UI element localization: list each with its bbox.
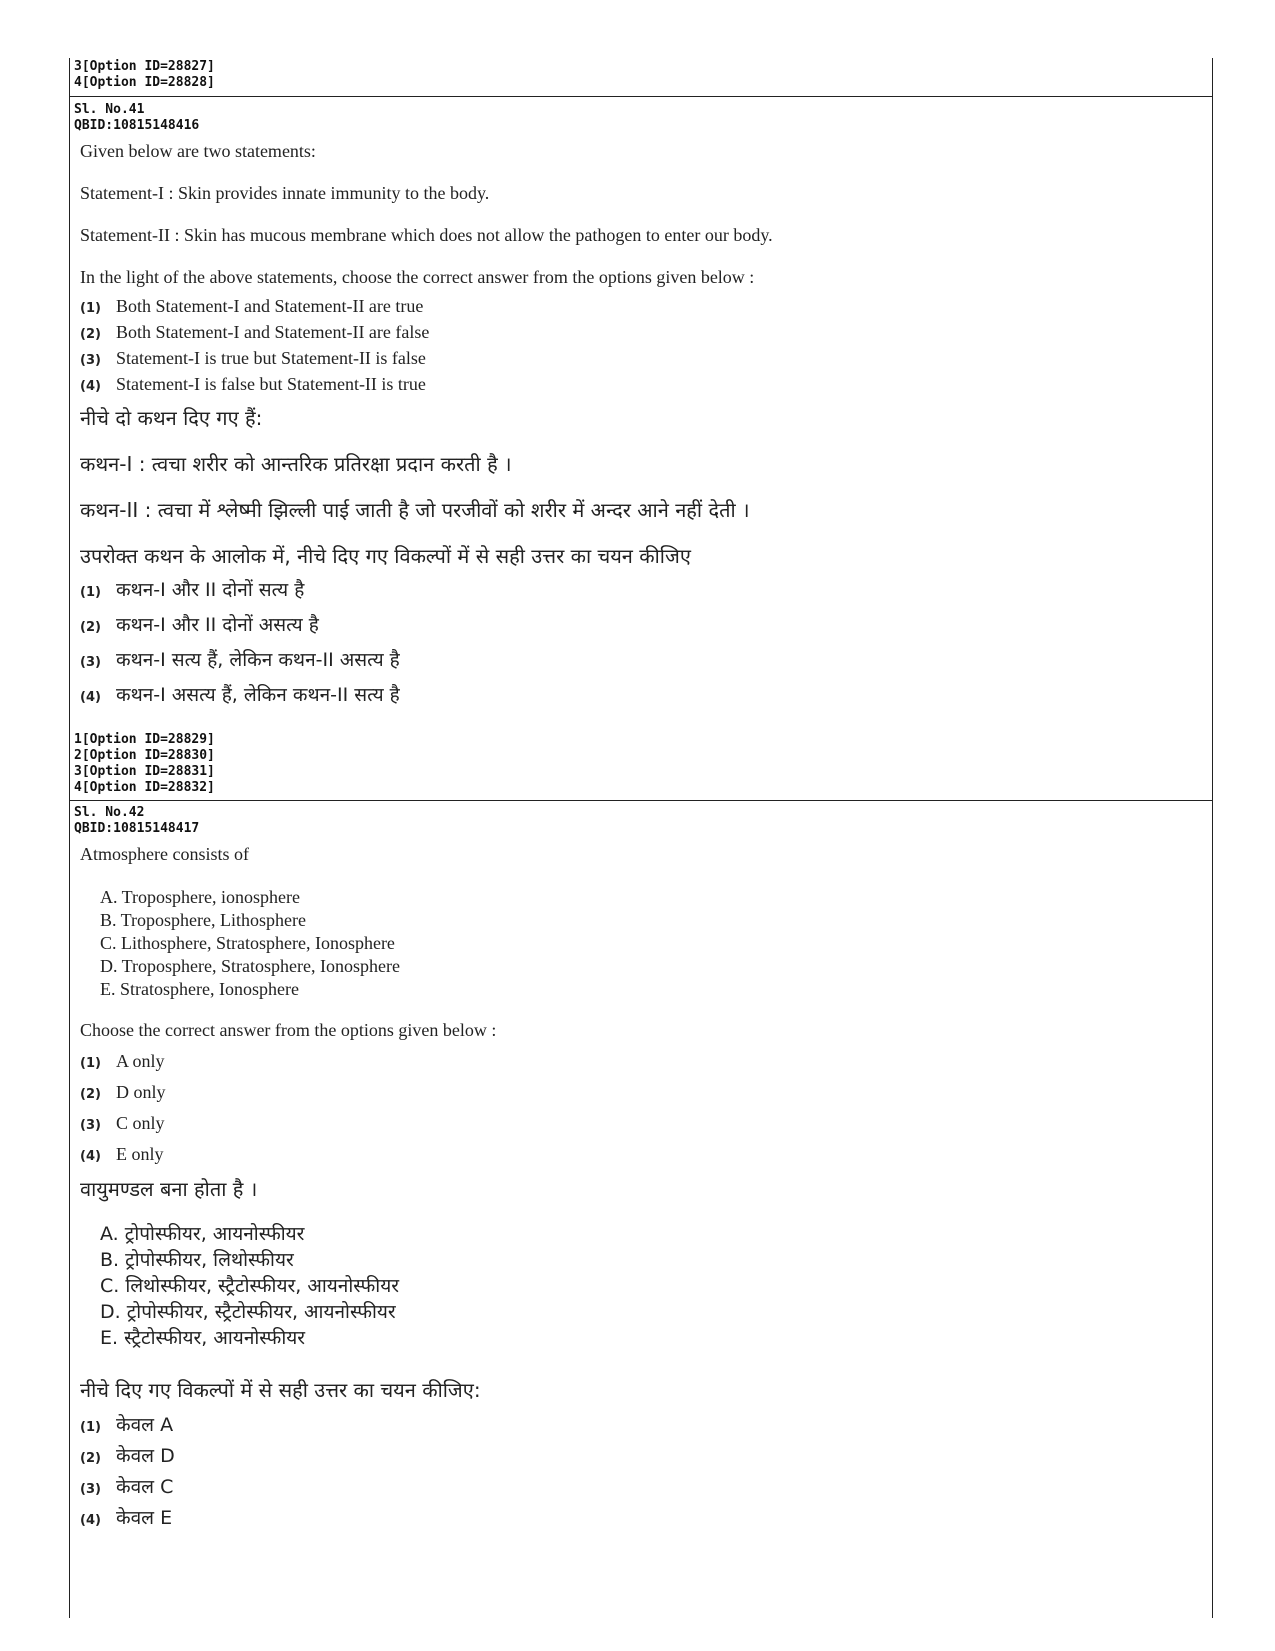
serial-number: Sl. No.41 [74, 102, 145, 117]
option-id: 1[Option ID=28829] [74, 732, 215, 747]
q42-options-hi [80, 1413, 175, 1537]
option-row [80, 295, 429, 321]
option-number: (4) [80, 690, 101, 705]
option-number: (2) [80, 1451, 101, 1466]
option-text: C only [116, 1113, 165, 1133]
option-text: केवल C [116, 1476, 174, 1498]
option-row [80, 578, 400, 613]
q41-choose-hi: उपरोक्त कथन के आलोक में, नीचे दिए गए विकल्पों में से सही उत्तर का चयन कीजिए [80, 544, 691, 568]
option-number: (3) [80, 1482, 101, 1497]
q41-statement2-hi: कथन-II : त्वचा में श्लेष्मी झिल्ली पाई जाती है जो परजीवों को शरीर में अन्दर आने नहीं देती । [80, 498, 750, 522]
option-row [80, 1143, 166, 1174]
option-row [80, 683, 400, 718]
option-text: E only [116, 1144, 164, 1164]
divider [69, 96, 1212, 97]
option-number: (4) [80, 1513, 101, 1528]
qbid: QBID:10815148417 [74, 821, 200, 836]
q42-header [74, 805, 199, 837]
list-item: C. Lithosphere, Stratosphere, Ionosphere [100, 933, 395, 953]
option-text: D only [116, 1082, 166, 1102]
q41-option-ids [74, 732, 215, 796]
option-text: Statement-I is false but Statement-II is true [116, 374, 426, 394]
q41-options-en [80, 295, 429, 399]
option-text: केवल E [116, 1507, 173, 1529]
list-item: C. लिथोस्फीयर, स्ट्रैटोस्फीयर, आयनोस्फीयर [100, 1275, 399, 1297]
option-text: Statement-I is true but Statement-II is false [116, 348, 426, 368]
q41-statement1-en: Statement-I : Skin provides innate immunity to the body. [80, 183, 490, 203]
q42-choose-hi: नीचे दिए गए विकल्पों में से सही उत्तर का चयन कीजिए: [80, 1378, 481, 1402]
list-item: B. Troposphere, Lithosphere [100, 910, 306, 930]
option-text: Both Statement-I and Statement-II are true [116, 296, 424, 316]
option-text: कथन-I और II दोनों सत्य है [116, 579, 305, 601]
q42-list-hi [100, 1221, 399, 1351]
option-number: (3) [80, 655, 101, 670]
option-number: (4) [80, 379, 101, 394]
list-item: D. Troposphere, Stratosphere, Ionosphere [100, 956, 400, 976]
q41-intro-en: Given below are two statements: [80, 141, 316, 161]
option-number: (1) [80, 301, 101, 316]
option-id: 3[Option ID=28831] [74, 764, 215, 779]
option-row [80, 373, 429, 399]
list-item: E. Stratosphere, Ionosphere [100, 979, 299, 999]
option-number: (3) [80, 1118, 101, 1133]
option-row [80, 321, 429, 347]
list-item: B. ट्रोपोस्फीयर, लिथोस्फीयर [100, 1249, 294, 1271]
option-number: (2) [80, 1087, 101, 1102]
option-text: Both Statement-I and Statement-II are false [116, 322, 430, 342]
option-number: (4) [80, 1149, 101, 1164]
option-row [80, 1444, 175, 1475]
option-row [80, 648, 400, 683]
option-number: (3) [80, 353, 101, 368]
q41-choose-en: In the light of the above statements, choose the correct answer from the options given below : [80, 267, 755, 287]
option-row [80, 1112, 166, 1143]
option-row [80, 1475, 175, 1506]
q42-intro-en: Atmosphere consists of [80, 844, 249, 864]
option-row [80, 1413, 175, 1444]
option-text: केवल D [116, 1445, 175, 1467]
q42-choose-en: Choose the correct answer from the options given below : [80, 1020, 497, 1040]
option-id: 2[Option ID=28830] [74, 748, 215, 763]
option-row [80, 1050, 166, 1081]
option-text: A only [116, 1051, 165, 1071]
q42-list-en [100, 886, 400, 1001]
serial-number: Sl. No.42 [74, 805, 145, 820]
q41-options-hi [80, 578, 400, 718]
q42-intro-hi: वायुमण्डल बना होता है । [80, 1177, 258, 1201]
q41-statement1-hi: कथन-I : त्वचा शरीर को आन्तरिक प्रतिरक्षा प्रदान करती है । [80, 452, 512, 476]
option-id: 4[Option ID=28828] [74, 75, 215, 90]
q41-header [74, 102, 199, 134]
list-item: A. Troposphere, ionosphere [100, 887, 300, 907]
option-id: 3[Option ID=28827] [74, 59, 215, 74]
option-number: (1) [80, 585, 101, 600]
list-item: D. ट्रोपोस्फीयर, स्ट्रैटोस्फीयर, आयनोस्फीयर [100, 1301, 396, 1323]
option-row [80, 347, 429, 373]
list-item: E. स्ट्रैटोस्फीयर, आयनोस्फीयर [100, 1327, 306, 1349]
q41-statement2-en: Statement-II : Skin has mucous membrane which does not allow the pathogen to enter our body. [80, 225, 773, 245]
q41-intro-hi: नीचे दो कथन दिए गए हैं: [80, 406, 263, 430]
qbid: QBID:10815148416 [74, 118, 200, 133]
q42-options-en [80, 1050, 166, 1174]
option-number: (1) [80, 1056, 101, 1071]
top-option-ids [74, 59, 215, 91]
divider [69, 800, 1212, 801]
option-row [80, 1081, 166, 1112]
option-row [80, 1506, 175, 1537]
list-item: A. ट्रोपोस्फीयर, आयनोस्फीयर [100, 1223, 305, 1245]
option-number: (2) [80, 620, 101, 635]
option-number: (2) [80, 327, 101, 342]
option-text: केवल A [116, 1414, 174, 1436]
option-text: कथन-I सत्य हैं, लेकिन कथन-II असत्य है [116, 649, 400, 671]
option-id: 4[Option ID=28832] [74, 780, 215, 795]
option-number: (1) [80, 1420, 101, 1435]
option-text: कथन-I असत्य हैं, लेकिन कथन-II सत्य है [116, 684, 400, 706]
option-text: कथन-I और II दोनों असत्य है [116, 614, 319, 636]
option-row [80, 613, 400, 648]
